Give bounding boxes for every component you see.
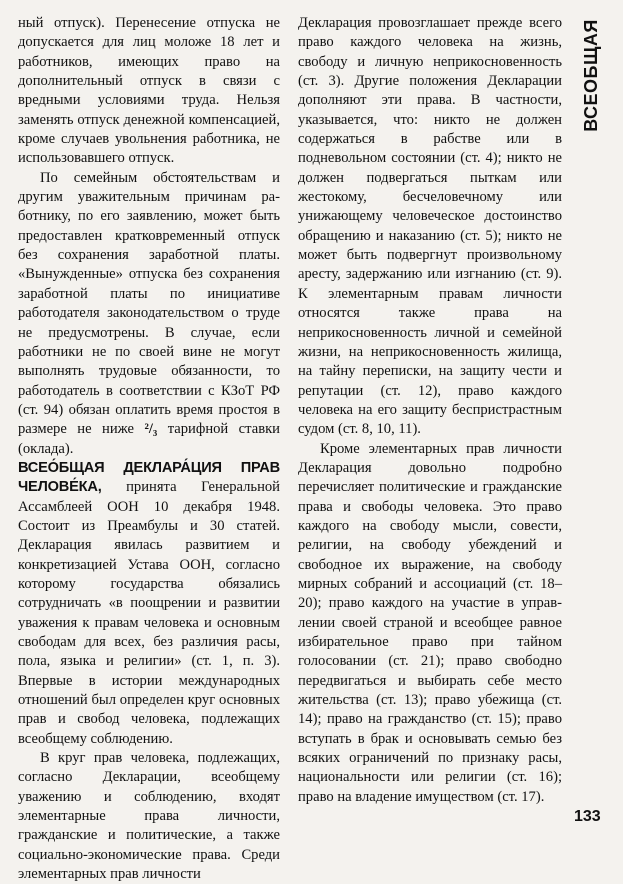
text-column-left: [18, 14, 280, 884]
paragraph-elementary-rights: Декларация провозглашает прежде всего право каждого человека на жизнь, свободу и личную неприкосновенность (ст. 3). Другие положения Декларации дополняют эти права. В частности, указывается, что: никто не должен содержаться в рабстве или в подневольном состоянии (ст. 4); никто не должен подвергаться пыткам или жестокому, бесчеловечному или унижающему человеческое достоинство обращению и наказанию (ст. 5); никто не может быть подвергнут произвольному аресту, задержанию или изгнанию (ст. 9). К элементарным правам личности относятся также права на неприкосновенность личной и семейной жизни, на неприкосновенность жилища, на тайну переписки, на защиту чести и репутации (ст. 12), право каждого человека на его защиту беспристрастным судом (ст. 8, 10, 11).: [298, 15, 562, 438]
paragraph-unpaid-leave: [18, 169, 280, 459]
fraction: ²/₃: [144, 421, 158, 438]
paragraph-rights-scope: В круг прав человека, подлежащих, согласно Декларации, всеобщему уважению и соблюдению, входят элементарные права личности, гражданские и политические, а также социально-экономические права. Среди элементарных прав личности: [18, 750, 280, 883]
running-head: [571, 20, 611, 130]
paragraph-unpaid-leave-text: По семейным обстоятельствам и другим уважительным причинам работнику, по его заявлению, может быть предоставлен кратковременный отпуск без сохранения заработной платы. «Вынужденные» отпуска без сохранения заработной платы по инициативе работодателя законодательством о труде не предусмотрены. В случае, если работники не по своей вине не могут выполнять трудовые обязанности, то работодатель в соответствии с КЗоТ РФ (ст. 94) обязан оплатить время простоя в размере не ниже: [18, 169, 280, 438]
paragraph-vacation-end: ный отпуск). Перенесение отпуска не допускается для лиц моложе 18 лет и работников, имеющих право на дополнительный отпуск в связи с вредными условиями труда. Нельзя заменять отпуск денежной компенсацией, кроме случаев увольнения работника, не использовавшего отпуск.: [18, 15, 280, 167]
paragraph-political-rights: Кроме элементарных прав личности Декларация довольно подробно перечисляет политические и гражданские права и свободы человека. Это право каждого на свободу мысли, совести, религии, на свободу убеждений и свободное их выражение, на свободу мирных собраний и ассоциаций (ст. 18–20); право каждого на участие в управлении своей страной и всеобщее равное избирательное право при тайном голосовании (ст. 21); право свободно передвигаться и выбирать себе место жительства (ст. 13); право убежища (ст. 14); право на гражданство (ст. 15); право вступать в брак и основывать семью без всяких ограничений по признаку расы, национальности или религии (ст. 16); право на владение имуществом (ст. 17).: [298, 440, 562, 805]
entry-text: принята Генеральной Ассамблеей ООН 10 декабря 1948. Состоит из Преамбулы и 30 статей. Декларация явилась развитием и конкретизацией Устава ООН, согласно которому государства обязались сотрудничать «в поощрении и развитии уважения к правам человека и основным свободам для всех, без различия расы, пола, языка и религии» (ст. 1, п. 3). Впервые в истории международных отношений был определен круг основных прав и свобод человека, подлежащих всеобщему соблюдению.: [18, 479, 280, 747]
paragraph-unpaid-leave-end: тарифной ставки (оклада).: [18, 421, 280, 457]
entry-headword: ВСЕО́БЩАЯ ДЕКЛАРА́ЦИЯ ПРАВ ЧЕЛОВЕ́КА,: [18, 459, 280, 496]
text-column-right: [298, 14, 562, 807]
page-number: 133: [574, 808, 601, 825]
dictionary-entry: [18, 459, 280, 749]
running-head-text: ВСЕОБЩАЯ: [580, 18, 601, 132]
